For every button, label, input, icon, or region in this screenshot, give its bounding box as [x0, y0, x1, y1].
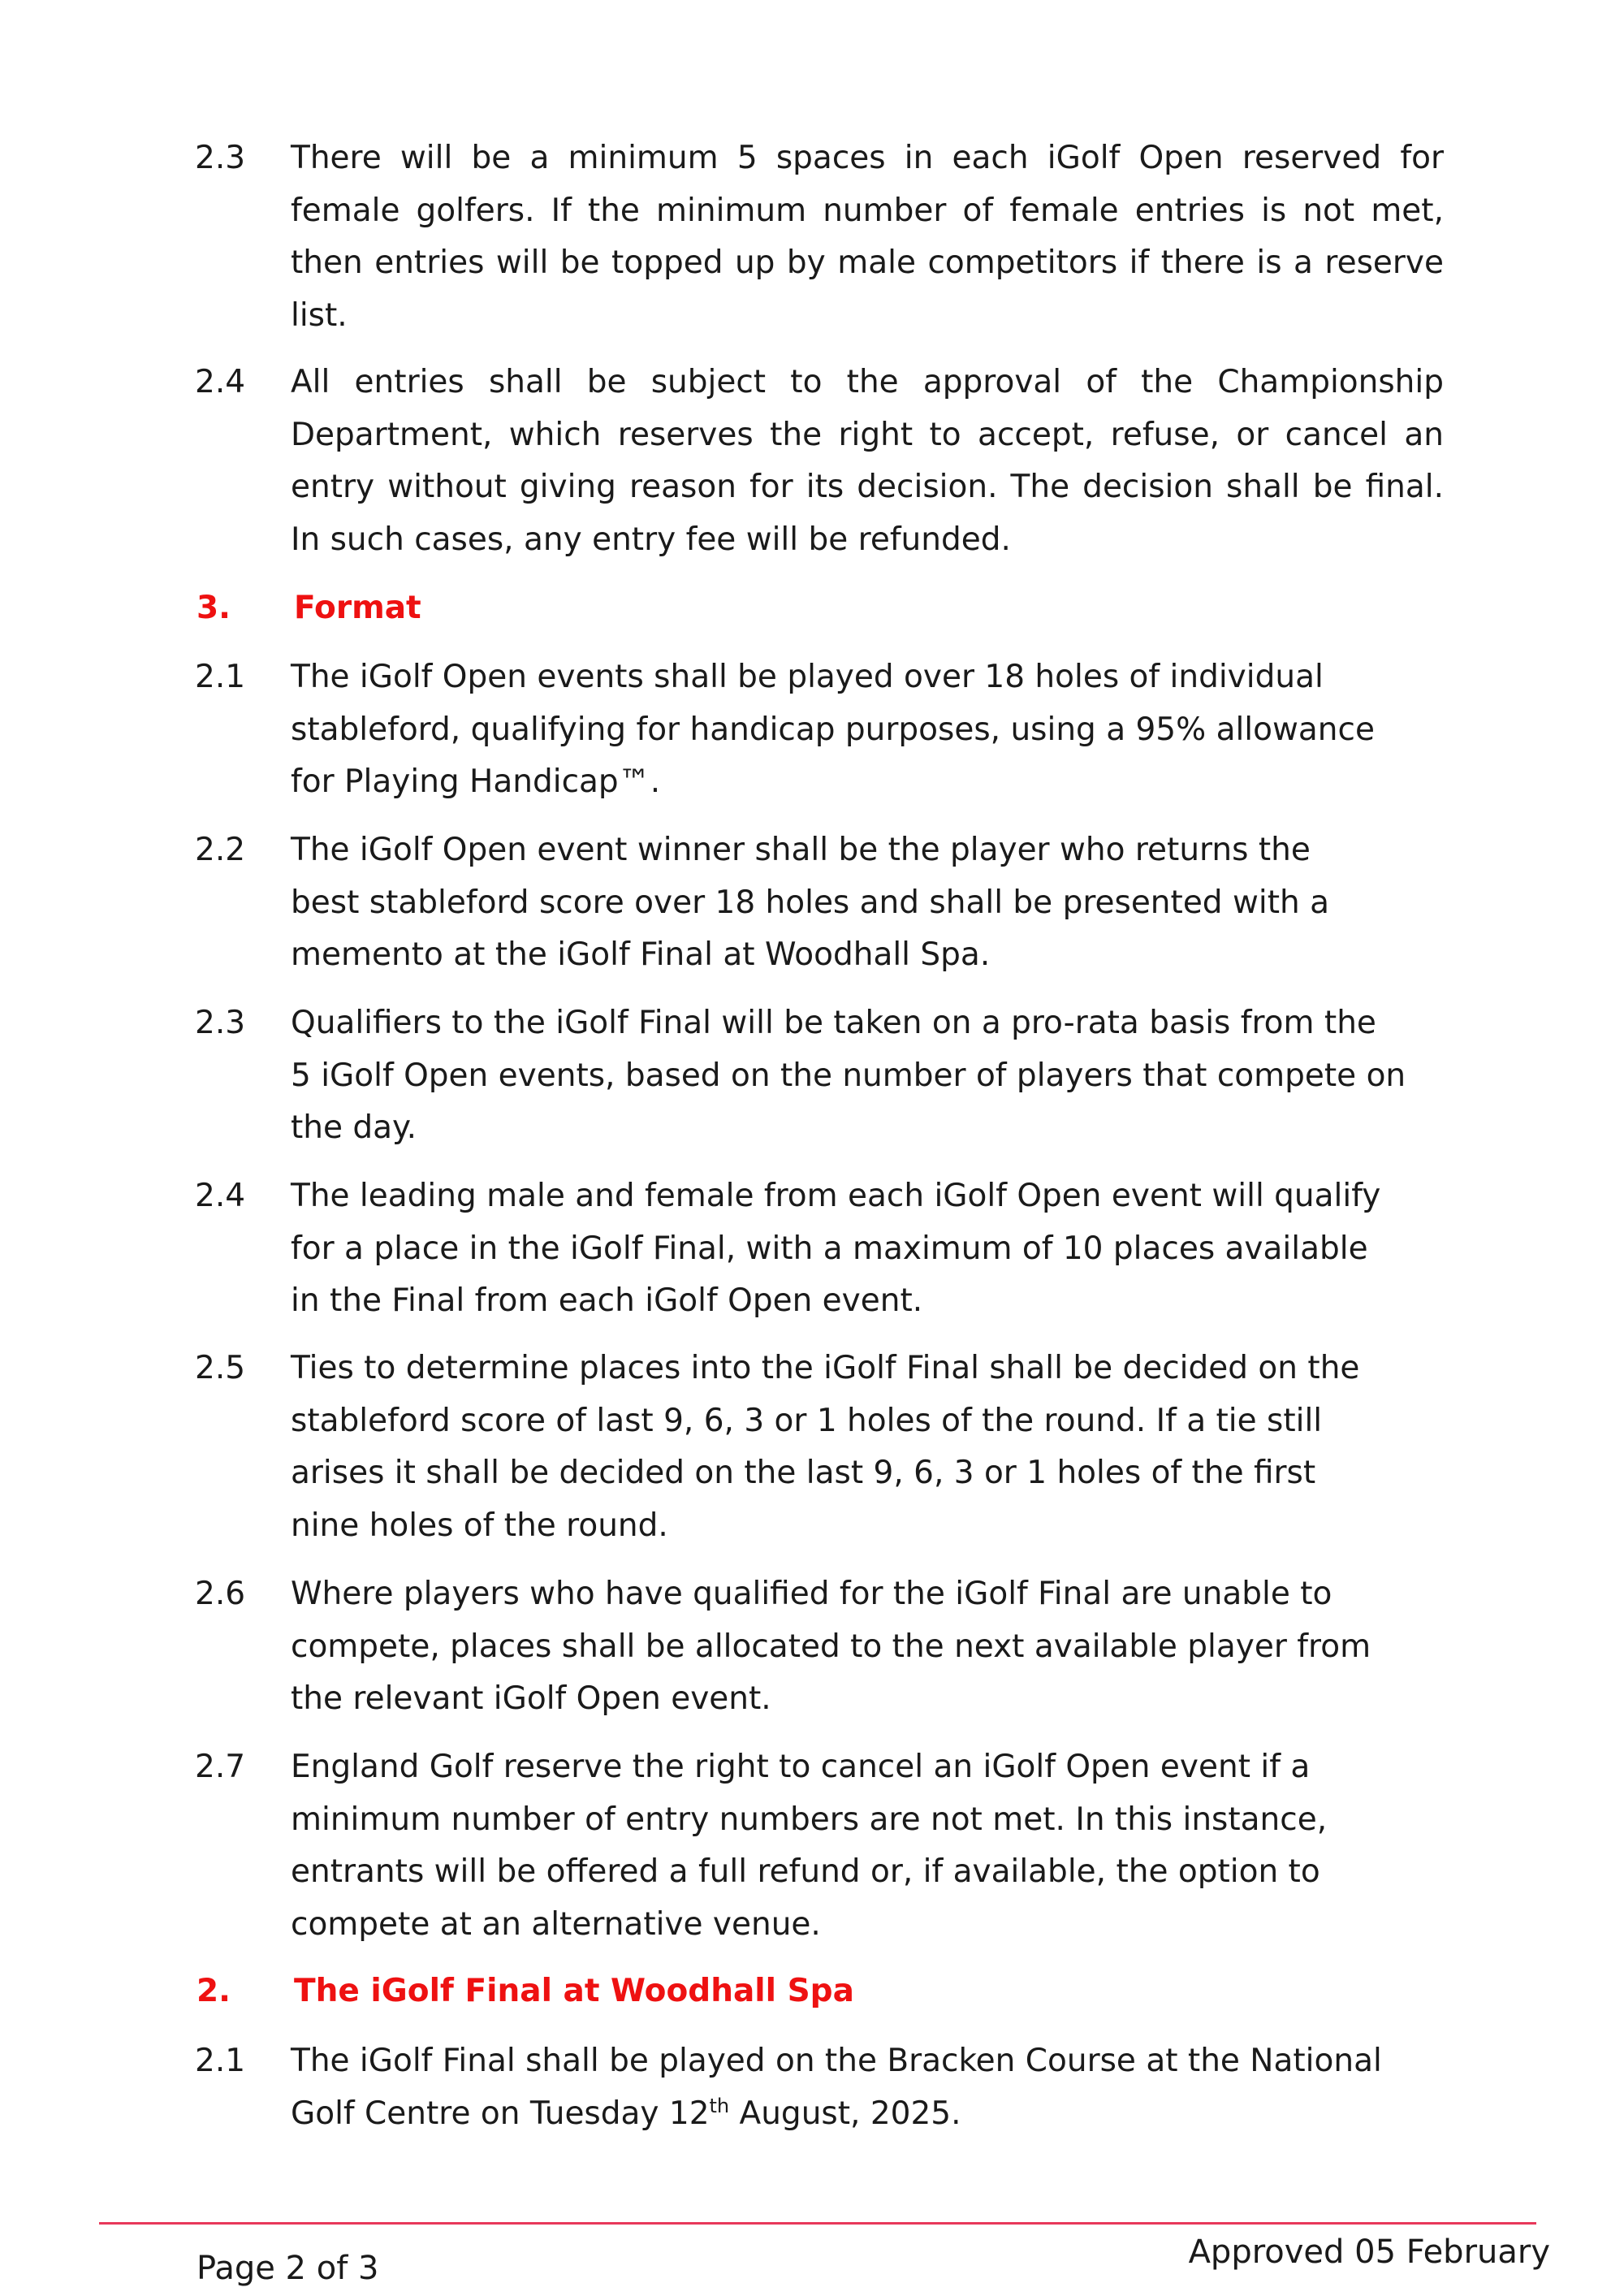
superscript: th: [709, 2094, 730, 2117]
clause-line: compete at an alternative venue.: [291, 1905, 821, 1943]
clause-number: 2.2: [195, 832, 246, 868]
page-number: Page 2 of 3: [197, 2250, 379, 2287]
clause-line: the day.: [291, 1109, 417, 1146]
clause-number: 2.4: [195, 1178, 246, 1214]
clause-line: best stableford score over 18 holes and shall be presented with a: [291, 884, 1330, 921]
clause-line: minimum number of entry numbers are not met. In this instance,: [291, 1801, 1328, 1838]
clause-number: 2.3: [195, 1005, 246, 1041]
footer-divider: [99, 2222, 1536, 2225]
clause-line: The iGolf Final shall be played on the Bracken Course at the National: [291, 2043, 1382, 2079]
clause-text: [291, 1170, 1444, 1328]
heading-number: 2.: [197, 1973, 231, 2009]
clause-line: entry without giving reason for its decision. The decision shall be final.: [291, 469, 1444, 505]
clause-line: Department, which reserves the right to accept, refuse, or cancel an: [291, 416, 1444, 453]
clause-text: [291, 357, 1444, 566]
clause-line: stableford score of last 9, 6, 3 or 1 holes of the round. If a tie still: [291, 1402, 1323, 1439]
clause-line: England Golf reserve the right to cancel an iGolf Open event if a: [291, 1749, 1311, 1785]
clause-number: 2.7: [195, 1749, 246, 1785]
clause-line: Qualifiers to the iGolf Final will be taken on a pro-rata basis from the: [291, 1005, 1376, 1041]
clause-text: [291, 824, 1444, 982]
clause-number: 2.3: [195, 140, 246, 176]
clause-line: All entries shall be subject to the approval of the Championship: [291, 364, 1444, 400]
heading-title: Format: [294, 590, 421, 626]
clause-number: 2.6: [195, 1576, 246, 1612]
clause-line: 5 iGolf Open events, based on the number of players that compete on: [291, 1057, 1406, 1094]
clause-line: the relevant iGolf Open event.: [291, 1680, 771, 1717]
clause-text: [291, 997, 1444, 1155]
text: August, 2025.: [729, 2095, 961, 2132]
clause-line: in the Final from each iGolf Open event.: [291, 1282, 923, 1319]
clause-line: The leading male and female from each iGolf Open event will qualify: [291, 1178, 1381, 1214]
clause-line: The iGolf Open events shall be played over 18 holes of individual: [291, 659, 1324, 695]
clause-line: Ties to determine places into the iGolf Final shall be decided on the: [291, 1350, 1360, 1386]
clause-line: nine holes of the round.: [291, 1507, 668, 1544]
heading-title: The iGolf Final at Woodhall Spa: [294, 1973, 854, 2009]
clause-line: compete, places shall be allocated to the next available player from: [291, 1628, 1371, 1665]
clause-number: 2.1: [195, 2043, 246, 2079]
clause-text: [291, 1568, 1444, 1726]
clause-text: [291, 1343, 1444, 1552]
text: Golf Centre on Tuesday 12: [291, 2095, 710, 2132]
clause-line: Where players who have qualified for the iGolf Final are unable to: [291, 1576, 1332, 1612]
clause-line: In such cases, any entry fee will be refunded.: [291, 521, 1011, 558]
clause-line: There will be a minimum 5 spaces in each iGolf Open reserved for: [291, 140, 1444, 176]
clause-line: for Playing Handicap™.: [291, 763, 661, 800]
clause-line: female golfers. If the minimum number of female entries is not met,: [291, 192, 1444, 229]
clause-number: 2.1: [195, 659, 246, 695]
clause-number: 2.5: [195, 1350, 246, 1386]
clause-text: [291, 651, 1444, 809]
clause-number: 2.4: [195, 364, 246, 400]
clause-line: memento at the iGolf Final at Woodhall Spa.: [291, 936, 991, 973]
clause-line: then entries will be topped up by male competitors if there is a reserve: [291, 244, 1444, 281]
heading-number: 3.: [197, 590, 231, 626]
clause-line: entrants will be offered a full refund or, if available, the option to: [291, 1853, 1320, 1890]
clause-text: [291, 1741, 1444, 1951]
clause-line: [291, 2088, 1444, 2141]
clause-text: [291, 2035, 1444, 2140]
clause-text: [291, 132, 1444, 342]
clause-line: stableford, qualifying for handicap purposes, using a 95% allowance: [291, 711, 1375, 748]
clause-line: The iGolf Open event winner shall be the player who returns the: [291, 832, 1311, 868]
clause-line: list.: [291, 296, 348, 334]
approval-date: Approved 05 February: [1188, 2233, 1550, 2271]
clause-line: for a place in the iGolf Final, with a maximum of 10 places available: [291, 1230, 1368, 1267]
clause-line: arises it shall be decided on the last 9, 6, 3 or 1 holes of the first: [291, 1455, 1316, 1491]
